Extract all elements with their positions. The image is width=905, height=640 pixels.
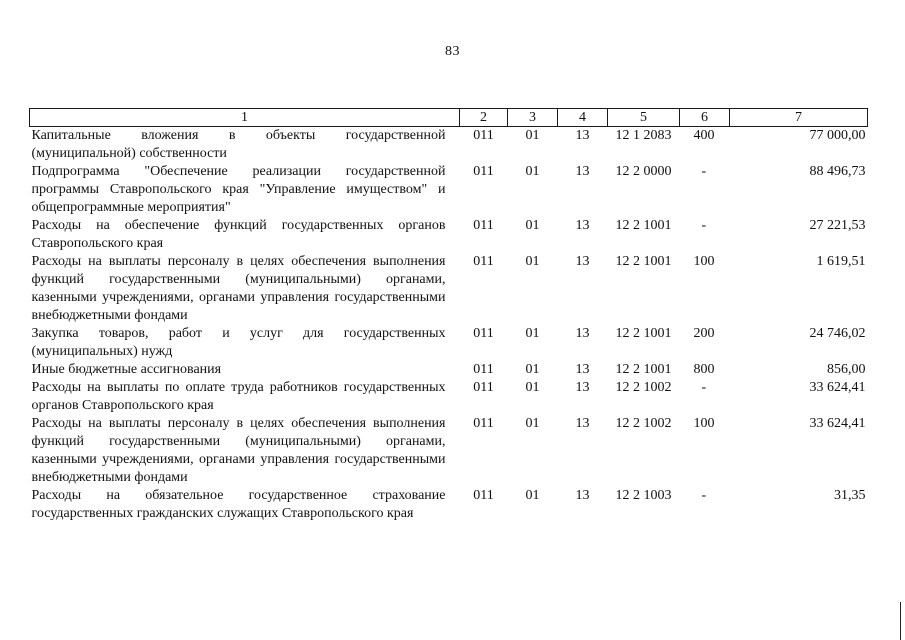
row-name: Капитальные вложения в объекты государственной (муниципальной) собственности (31, 128, 446, 161)
row-amount: 77 000,00 (809, 128, 866, 143)
row-subsection-code: 13 (575, 326, 590, 341)
table-row (30, 217, 868, 253)
row-amount: 1 619,51 (816, 254, 866, 269)
row-expense-type-code: 100 (693, 254, 715, 269)
row-target-code: 12 2 1001 (615, 326, 672, 341)
table-row (30, 415, 868, 487)
table-row (30, 163, 868, 217)
row-expense-type-code: - (701, 218, 707, 233)
row-target-code: 12 2 1001 (615, 362, 672, 377)
column-header-5: 5 (608, 109, 680, 127)
row-name: Расходы на обязательное государственное страхование государственных гражданских служащих Ставропольского края (31, 488, 446, 521)
row-section-code: 01 (525, 416, 540, 431)
table-row (30, 253, 868, 325)
budget-table (29, 108, 868, 523)
row-section-code: 01 (525, 380, 540, 395)
page-number: 83 (445, 44, 460, 59)
row-expense-type-code: 100 (693, 416, 715, 431)
column-header-2: 2 (460, 109, 508, 127)
row-ministry-code: 011 (473, 128, 494, 143)
row-amount: 33 624,41 (809, 380, 866, 395)
row-expense-type-code: - (701, 380, 707, 395)
row-section-code: 01 (525, 254, 540, 269)
row-amount: 24 746,02 (809, 326, 866, 341)
row-name: Закупка товаров, работ и услуг для государственных (муниципальных) нужд (31, 326, 446, 359)
row-expense-type-code: - (701, 164, 707, 179)
table-row (30, 127, 868, 164)
row-ministry-code: 011 (473, 218, 494, 233)
row-expense-type-code: - (701, 488, 707, 503)
row-name: Расходы на выплаты персоналу в целях обеспечения выполнения функций государственными (муниципальными) органами, казенными учреждениями, органами управления государственными внебюджетными фондами (31, 416, 446, 485)
row-name: Расходы на выплаты по оплате труда работников государственных органов Ставропольского края (31, 380, 446, 413)
row-name: Расходы на выплаты персоналу в целях обеспечения выполнения функций государственными (муниципальными) органами, казенными учреждениями, органами управления государственными внебюджетными фондами (31, 254, 446, 323)
row-subsection-code: 13 (575, 362, 590, 377)
scan-edge-line (900, 602, 901, 640)
table-row (30, 325, 868, 361)
column-header-7: 7 (730, 109, 868, 127)
row-amount: 856,00 (827, 362, 866, 377)
row-ministry-code: 011 (473, 416, 494, 431)
row-target-code: 12 2 1003 (615, 488, 672, 503)
row-section-code: 01 (525, 362, 540, 377)
row-target-code: 12 2 1002 (615, 416, 672, 431)
row-expense-type-code: 800 (693, 362, 715, 377)
row-target-code: 12 2 0000 (615, 164, 672, 179)
row-amount: 31,35 (834, 488, 866, 503)
table-row (30, 379, 868, 415)
row-section-code: 01 (525, 164, 540, 179)
row-target-code: 12 2 1002 (615, 380, 672, 395)
column-header-1: 1 (30, 109, 460, 127)
row-expense-type-code: 200 (693, 326, 715, 341)
row-name: Подпрограмма "Обеспечение реализации государственной программы Ставропольского края "Управление имуществом" и общепрограммные мероприятия" (31, 164, 446, 215)
row-amount: 88 496,73 (809, 164, 866, 179)
table-header-row (30, 109, 868, 127)
row-amount: 27 221,53 (809, 218, 866, 233)
row-subsection-code: 13 (575, 164, 590, 179)
row-target-code: 12 1 2083 (615, 128, 672, 143)
row-ministry-code: 011 (473, 326, 494, 341)
row-subsection-code: 13 (575, 416, 590, 431)
row-expense-type-code: 400 (693, 128, 715, 143)
table-row (30, 487, 868, 523)
row-amount: 33 624,41 (809, 416, 866, 431)
row-ministry-code: 011 (473, 488, 494, 503)
row-ministry-code: 011 (473, 380, 494, 395)
row-target-code: 12 2 1001 (615, 218, 672, 233)
row-ministry-code: 011 (473, 362, 494, 377)
row-subsection-code: 13 (575, 254, 590, 269)
row-section-code: 01 (525, 326, 540, 341)
row-name: Расходы на обеспечение функций государственных органов Ставропольского края (31, 218, 446, 251)
row-ministry-code: 011 (473, 254, 494, 269)
column-header-3: 3 (508, 109, 558, 127)
row-subsection-code: 13 (575, 218, 590, 233)
column-header-6: 6 (680, 109, 730, 127)
table-row (30, 361, 868, 379)
row-target-code: 12 2 1001 (615, 254, 672, 269)
row-subsection-code: 13 (575, 128, 590, 143)
row-name: Иные бюджетные ассигнования (31, 362, 222, 377)
row-subsection-code: 13 (575, 488, 590, 503)
row-section-code: 01 (525, 218, 540, 233)
column-header-4: 4 (558, 109, 608, 127)
row-section-code: 01 (525, 488, 540, 503)
row-ministry-code: 011 (473, 164, 494, 179)
row-subsection-code: 13 (575, 380, 590, 395)
row-section-code: 01 (525, 128, 540, 143)
